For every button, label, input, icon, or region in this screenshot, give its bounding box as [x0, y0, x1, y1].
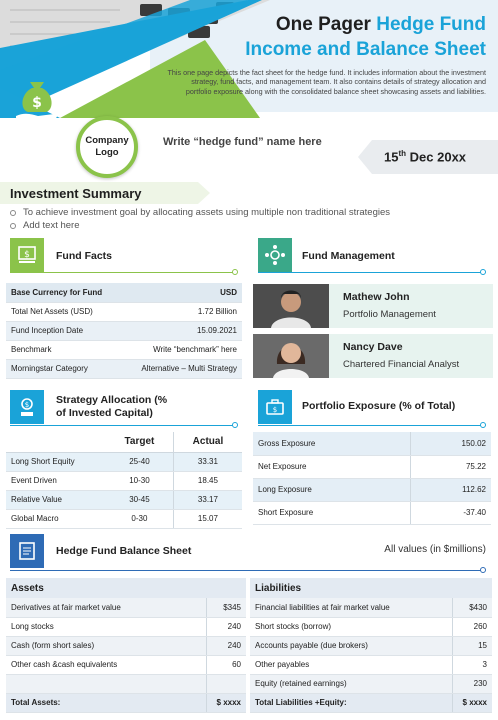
divider: [258, 272, 484, 273]
divider: [10, 272, 236, 273]
balance-sheet-icon: [10, 534, 44, 568]
table-row: Relative Value 30-45 33.17: [6, 490, 242, 509]
investment-bullet: Add text here: [10, 220, 80, 231]
investment-bullet: To achieve investment goal by allocating assets using multiple non traditional strategies: [10, 207, 390, 218]
manager-photo: [253, 284, 329, 328]
fund-facts-table: [6, 283, 242, 379]
fund-name: Write “hedge fund” name here: [163, 136, 322, 148]
fund-facts-icon: [10, 238, 44, 272]
table-row: Base Currency for Fund USD: [6, 283, 242, 302]
divider: [10, 425, 236, 426]
table-row: Long stocks 240: [6, 617, 246, 636]
table-row: Financial liabilities at fair market value $430: [250, 598, 492, 617]
table-row: Net Exposure 75.22: [253, 455, 491, 478]
manager-name: Mathew John: [343, 291, 410, 303]
table-row: Other payables 3: [250, 655, 492, 674]
svg-text:$: $: [24, 250, 30, 260]
assets-table: [6, 578, 246, 713]
bullet-icon: [10, 210, 16, 216]
table-row: Event Driven 10-30 18.45: [6, 471, 242, 490]
total-row: Total Liabilities +Equity: $ xxxx: [250, 693, 492, 712]
divider: [258, 425, 484, 426]
table-row: Benchmark Write “benchmark” here: [6, 340, 242, 359]
table-row: Morningstar Category Alternative – Multi Strategy: [6, 359, 242, 378]
table-row: [6, 674, 246, 693]
divider-end: [232, 269, 238, 275]
liabilities-table: [250, 578, 492, 713]
report-date: 15th Dec 20xx: [384, 149, 467, 165]
table-header-row: Liabilities: [250, 578, 492, 598]
divider-end: [480, 422, 486, 428]
manager-role: Portfolio Management: [343, 309, 436, 320]
table-header-row: Target Actual: [6, 432, 242, 452]
divider-end: [480, 567, 486, 573]
table-row: Total Net Assets (USD) 1.72 Billion: [6, 302, 242, 321]
strategy-allocation-table: [6, 432, 242, 529]
svg-text:$: $: [24, 401, 30, 409]
table-header-row: Assets: [6, 578, 246, 598]
fund-facts-title: Fund Facts: [56, 250, 113, 262]
svg-text:$: $: [272, 406, 278, 414]
table-row: Short Exposure -37.40: [253, 501, 491, 524]
money-bag-icon: [14, 76, 60, 122]
table-row: Long Short Equity 25-40 33.31: [6, 452, 242, 471]
portfolio-exposure-title: Portfolio Exposure (% of Total): [302, 400, 456, 412]
manager-card: [253, 284, 493, 328]
table-row: Short stocks (borrow) 260: [250, 617, 492, 636]
balance-sheet-title: Hedge Fund Balance Sheet: [56, 545, 192, 557]
table-row: Derivatives at fair market value $345: [6, 598, 246, 617]
divider: [10, 570, 484, 571]
manager-role: Chartered Financial Analyst: [343, 359, 460, 370]
company-logo: Company Logo: [76, 116, 138, 178]
table-row: Gross Exposure 150.02: [253, 432, 491, 455]
table-row: Accounts payable (due brokers) 15: [250, 636, 492, 655]
portfolio-exposure-table: [253, 432, 491, 525]
page-description: This one page depicts the fact sheet for the hedge fund. It includes information about the investment strategy, fund facts, and management team. It also contains details of strategy allocation and portfolio exposure along with the consolidated balance sheet showcasing assets and liabilities.: [167, 68, 486, 96]
balance-sheet-note: All values (in $millions): [384, 544, 486, 555]
fund-management-title: Fund Management: [302, 250, 395, 262]
manager-card: [253, 334, 493, 378]
table-row: Global Macro 0-30 15.07: [6, 509, 242, 528]
table-row: Equity (retained earnings) 230: [250, 674, 492, 693]
bullet-icon: [10, 223, 16, 229]
page-title: One Pager Hedge Fund Income and Balance Sheet: [245, 14, 486, 60]
manager-photo: [253, 334, 329, 378]
strategy-allocation-icon: [10, 390, 44, 424]
investment-summary-title: Investment Summary: [10, 186, 142, 201]
strategy-allocation-title: Strategy Allocation (% of Invested Capital): [56, 394, 168, 419]
fund-management-icon: [258, 238, 292, 272]
table-row: Other cash &cash equivalents 60: [6, 655, 246, 674]
total-row: Total Assets: $ xxxx: [6, 693, 246, 712]
divider-end: [232, 422, 238, 428]
manager-name: Nancy Dave: [343, 341, 403, 353]
table-row: Fund Inception Date 15.09.2021: [6, 321, 242, 340]
portfolio-exposure-icon: [258, 390, 292, 424]
table-row: Long Exposure 112.62: [253, 478, 491, 501]
divider-end: [480, 269, 486, 275]
svg-text:$: $: [32, 95, 42, 111]
table-row: Cash (form short sales) 240: [6, 636, 246, 655]
